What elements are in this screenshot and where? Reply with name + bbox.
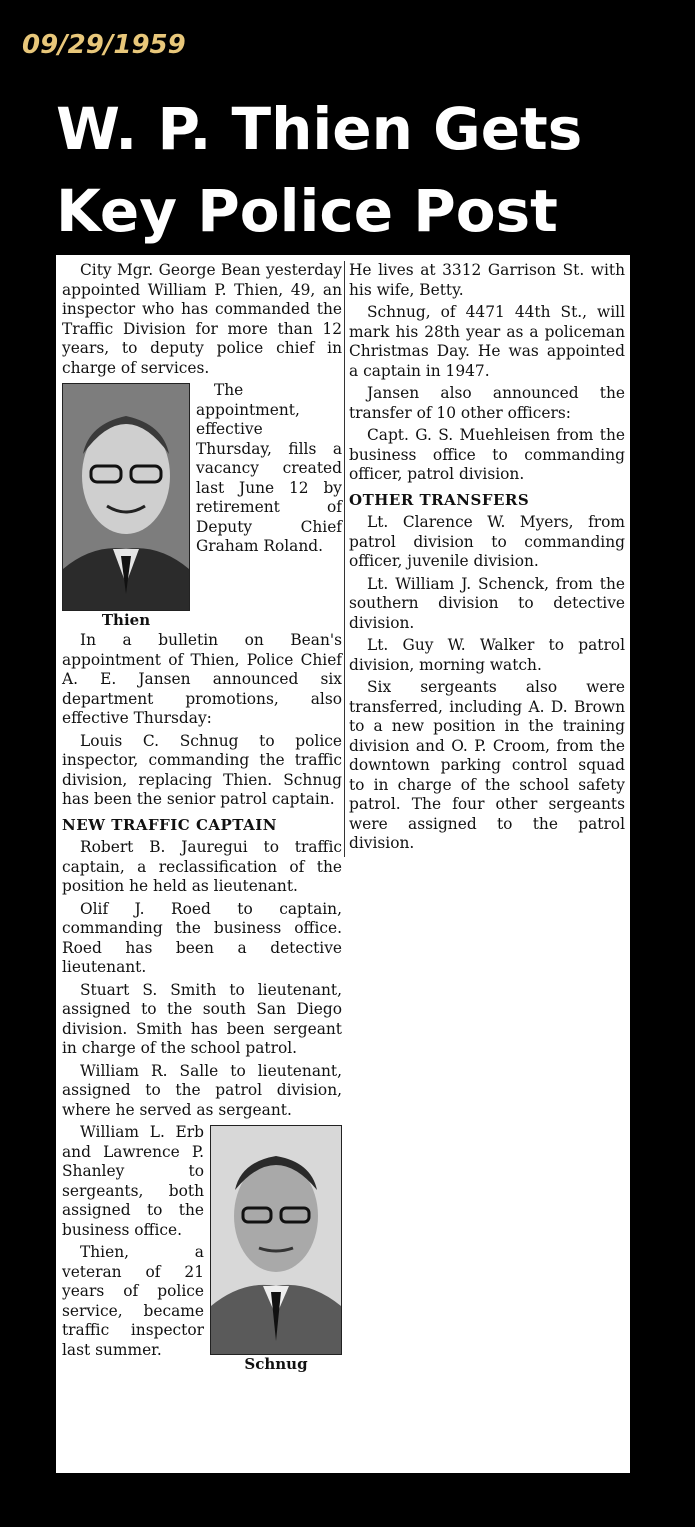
paragraph: Lt. Guy W. Walker to patrol division, morning watch. [349, 636, 625, 674]
paragraph: City Mgr. George Bean yesterday appointed William P. Thien, 49, an inspector who has commanded the Traffic Division for more than 12 years, to deputy police chief in charge of services. [62, 261, 342, 377]
photo-caption: Thien [101, 611, 151, 629]
subhead: OTHER TRANSFERS [349, 490, 530, 509]
paragraph: William L. Erb and Lawrence P. Shanley to sergeants, both assigned to the business office. [62, 1123, 204, 1239]
date-stamp: 09/29/1959 [22, 30, 186, 60]
paragraph: Stuart S. Smith to lieutenant, assigned to the south San Diego division. Smith has been sergeant in charge of the school patrol. [62, 980, 342, 1057]
headline-line-1: W. P. Thien Gets [56, 95, 583, 163]
paragraph: He lives at 3312 Garrison St. with his wife, Betty. [349, 261, 625, 299]
portrait-icon [63, 384, 189, 610]
paragraph: Louis C. Schnug to police inspector, commanding the traffic division, replacing Thien. Schnug has been the senior patrol captain. [62, 731, 342, 808]
paragraph: Jansen also announced the transfer of 10 other officers: [349, 384, 625, 422]
thien-photo [62, 383, 190, 629]
paragraph: William R. Salle to lieutenant, assigned to the patrol division, where he served as sergeant. [62, 1061, 342, 1119]
paragraph: Olif J. Roed to captain, commanding the business office. Roed has been a detective lieutenant. [62, 899, 342, 976]
paragraph: Capt. G. S. Muehleisen from the business office to commanding officer, patrol division. [349, 426, 625, 483]
subhead: NEW TRAFFIC CAPTAIN [62, 815, 278, 834]
paragraph: Thien, a veteran of 21 years of police service, became traffic inspector last summer. [62, 1243, 204, 1359]
paragraph: Six sergeants also were transferred, including A. D. Brown to a new position in the training division and O. P. Croom, from the downtown parking control squad to in charge of the school safety patrol. The four other sergeants were assigned to the patrol division. [349, 678, 625, 852]
paragraph: Robert B. Jauregui to traffic captain, a reclassification of the position he held as lieutenant. [62, 838, 342, 895]
portrait-icon [211, 1126, 341, 1354]
paragraph: In a bulletin on Bean's appointment of Thien, Police Chief A. E. Jansen announced six department promotions, also effective Thursday: [62, 631, 342, 727]
paragraph: The appointment, effective Thursday, fills a vacancy created last June 12 by retirement of Deputy Chief Graham Roland. [196, 381, 342, 555]
article-clipping [56, 255, 630, 1473]
paragraph: Lt. William J. Schenck, from the southern division to detective division. [349, 574, 625, 632]
headline-line-2: Key Police Post [56, 177, 558, 245]
headline [56, 88, 686, 252]
article-column-2 [344, 261, 625, 857]
article-column-1 [62, 261, 342, 1375]
portrait-photo-thien [62, 383, 190, 611]
portrait-photo-schnug [210, 1125, 342, 1355]
schnug-photo [210, 1125, 342, 1373]
paragraph: Schnug, of 4471 44th St., will mark his 28th year as a policeman Christmas Day. He was appointed a captain in 1947. [349, 303, 625, 380]
photo-caption: Schnug [244, 1355, 308, 1373]
paragraph: Lt. Clarence W. Myers, from patrol division to commanding officer, juvenile division. [349, 513, 625, 570]
